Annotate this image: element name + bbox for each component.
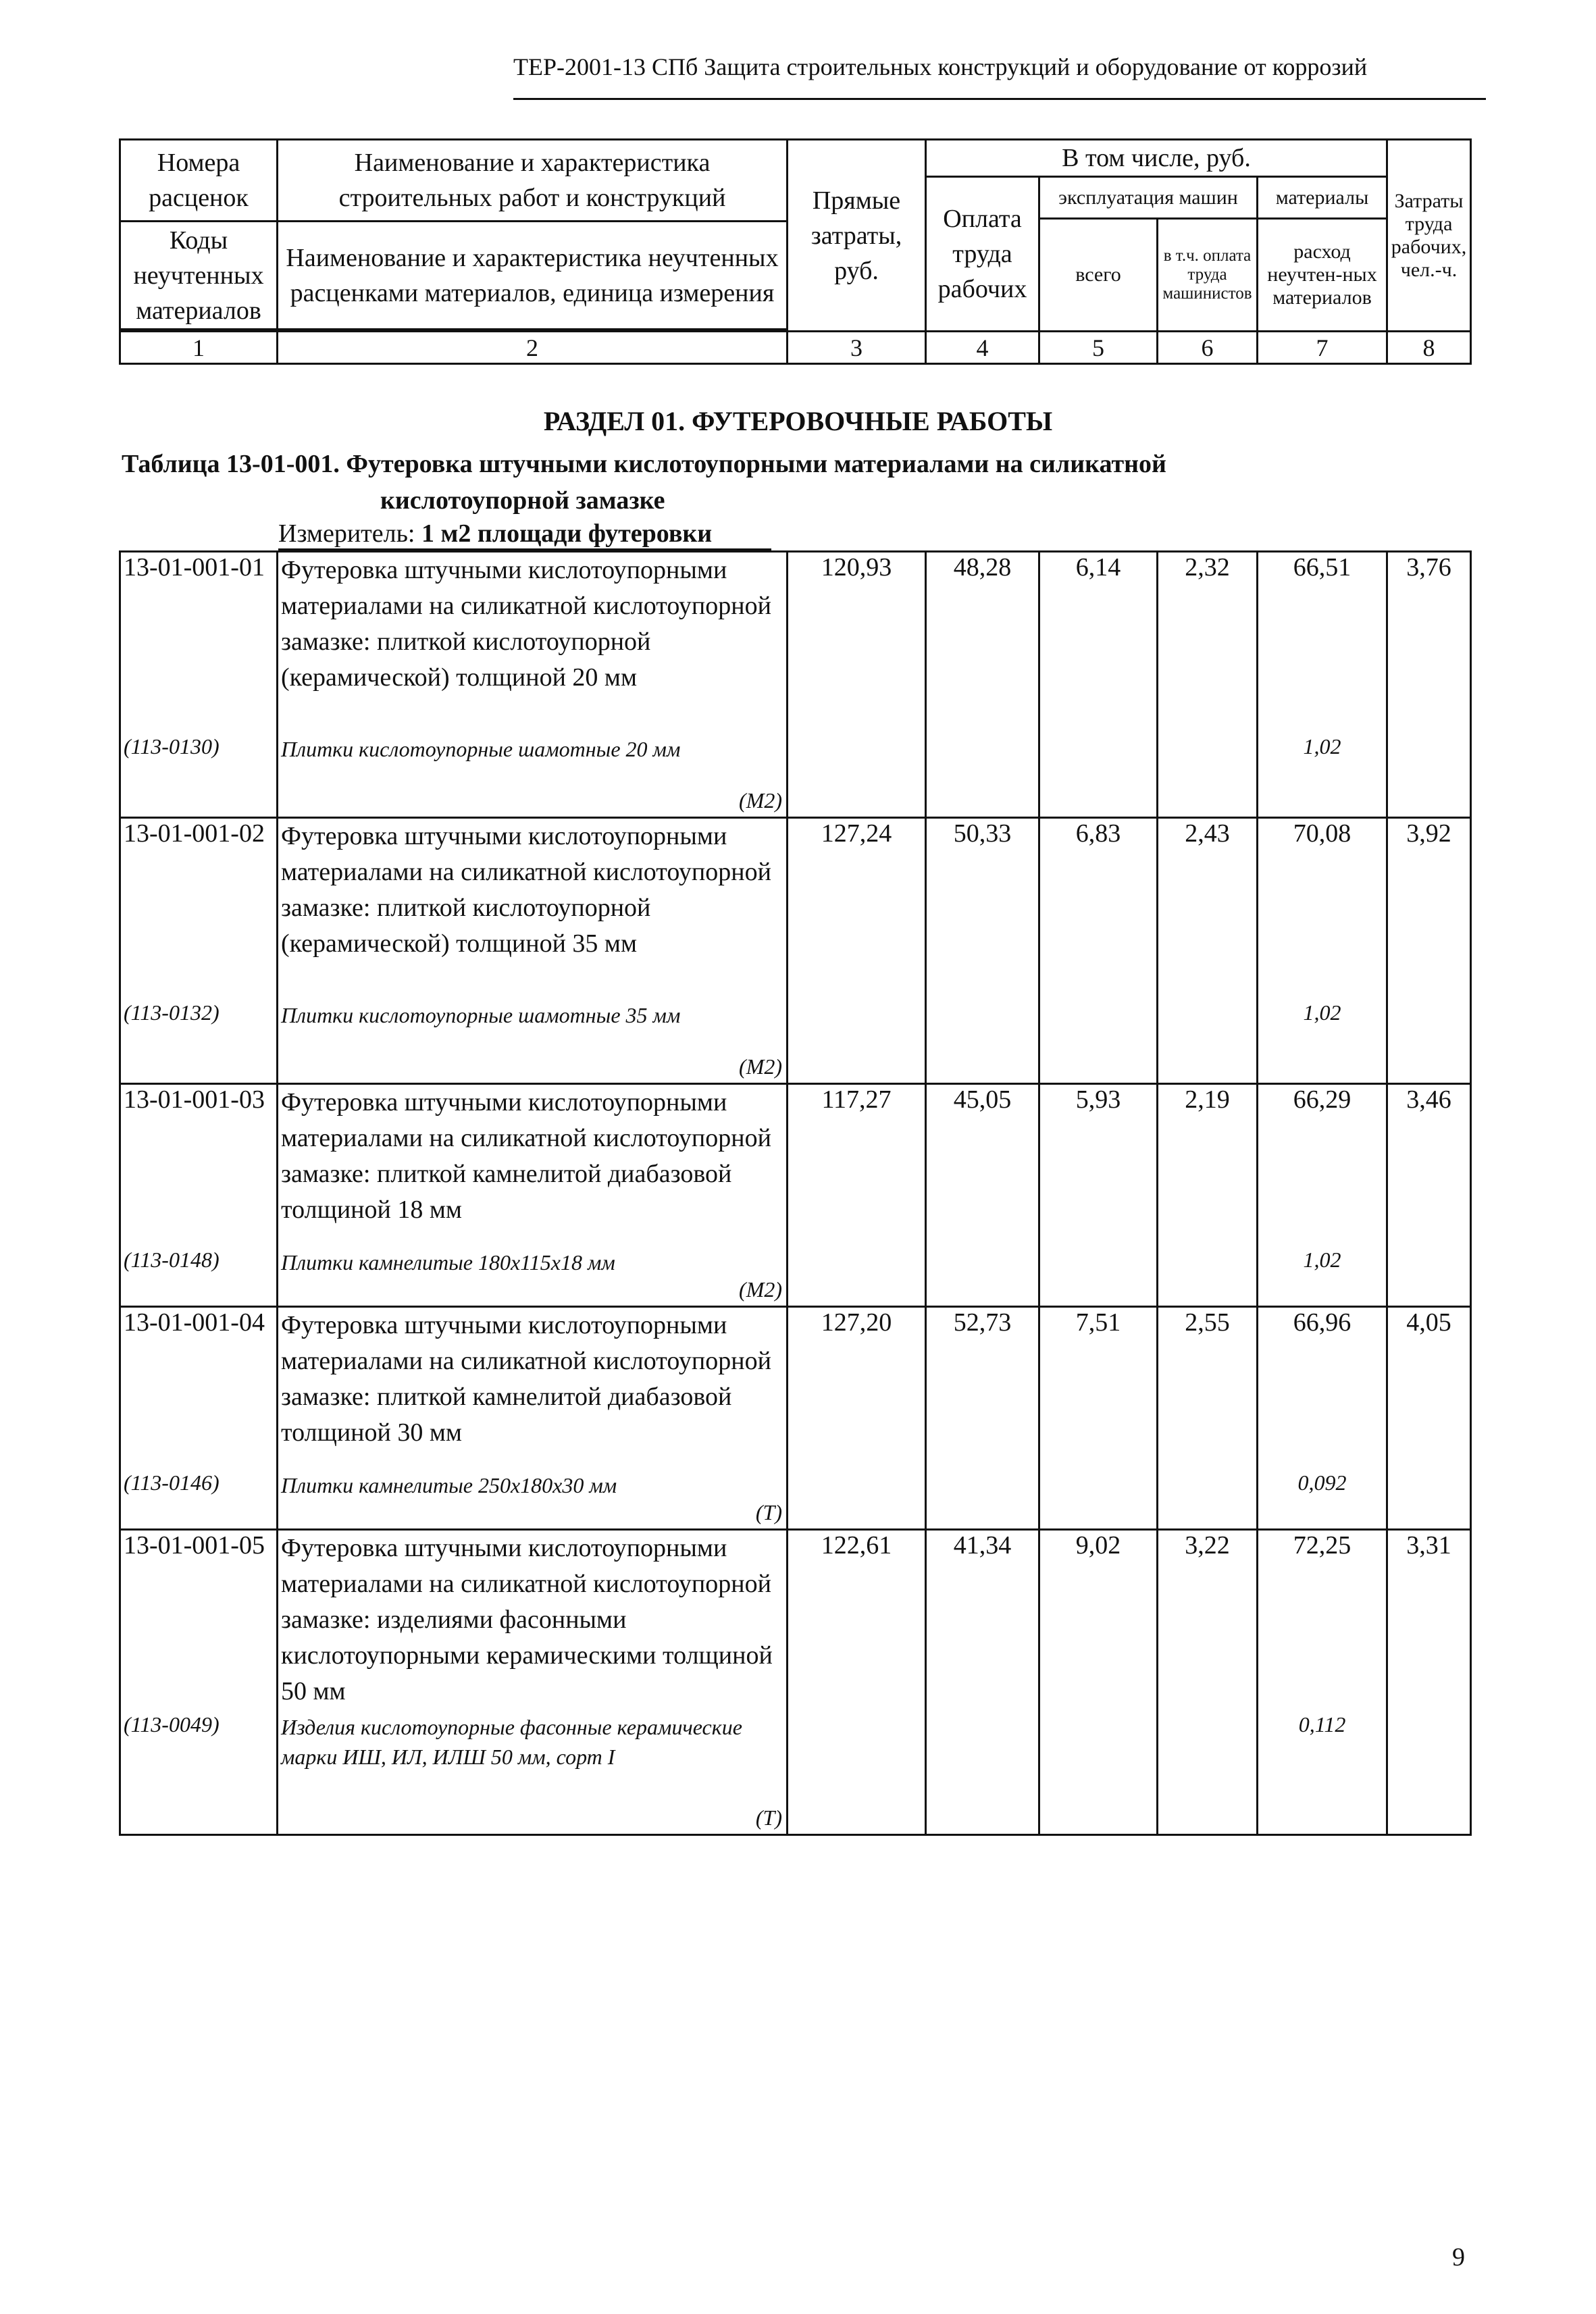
material-code: (113-0148) (120, 1248, 278, 1277)
rate-machines-labor: 2,32 (1158, 552, 1258, 734)
rate-machines-total: 5,93 (1039, 1084, 1158, 1248)
header-col1-bottom: Коды неучтенных материалов (120, 222, 278, 330)
rate-direct: 117,27 (788, 1084, 926, 1248)
rate-machines-labor: 2,19 (1158, 1084, 1258, 1248)
table-row (120, 1530, 1471, 1712)
header-col6: в т.ч. оплата труда машинистов (1158, 219, 1258, 332)
rate-code: 13-01-001-01 (120, 552, 278, 734)
material-quantity: 1,02 (1258, 1000, 1387, 1054)
meter-value: 1 м2 площади футеровки (421, 519, 713, 548)
rate-direct: 120,93 (788, 552, 926, 734)
header-col5: всего (1039, 219, 1158, 332)
rate-machines-labor: 3,22 (1158, 1530, 1258, 1712)
table-row (120, 818, 1471, 1000)
rate-name: Футеровка штучными кислотоупорными материалами на силикатной кислотоупорной замазке: плиткой кислотоупорной (керамической) толщиной 35 мм (278, 818, 788, 1000)
column-header-table (119, 138, 1472, 365)
rate-direct: 122,61 (788, 1530, 926, 1712)
column-index: 6 (1158, 332, 1258, 364)
table-title-line1: Таблица 13-01-001. Футеровка штучными кислотоупорными материалами на силикатной (122, 450, 1166, 478)
material-name: Плитки камнелитые 180x115x18 мм (278, 1248, 788, 1277)
material-row (120, 1470, 1471, 1500)
rate-machines-total: 7,51 (1039, 1307, 1158, 1470)
table-title-line2: кислотоупорной замазке (380, 486, 665, 515)
header-col8: Затраты труда рабочих, чел.-ч. (1387, 140, 1471, 332)
rate-hours: 4,05 (1387, 1307, 1471, 1470)
column-index: 2 (278, 332, 788, 364)
column-index: 7 (1258, 332, 1387, 364)
rate-materials: 66,51 (1258, 552, 1387, 734)
rate-materials: 72,25 (1258, 1530, 1387, 1712)
header-col2-top: Наименование и характеристика строительных работ и конструкций (278, 140, 788, 222)
material-unit: (М2) (278, 1277, 788, 1307)
rate-hours: 3,76 (1387, 552, 1471, 734)
table-title (122, 446, 1351, 519)
rate-hours: 3,46 (1387, 1084, 1471, 1248)
rate-machines-total: 9,02 (1039, 1530, 1158, 1712)
material-row (120, 734, 1471, 788)
rate-code: 13-01-001-03 (120, 1084, 278, 1248)
material-unit: (Т) (278, 1500, 788, 1530)
rate-materials: 70,08 (1258, 818, 1387, 1000)
column-index: 1 (120, 332, 278, 364)
material-quantity: 1,02 (1258, 1248, 1387, 1277)
rates-table (119, 550, 1472, 1836)
rate-name: Футеровка штучными кислотоупорными материалами на силикатной кислотоупорной замазке: изделиями фасонными кислотоупорными керамическими толщиной 50 мм (278, 1530, 788, 1712)
material-unit-row (120, 1500, 1471, 1530)
material-row (120, 1712, 1471, 1805)
material-code: (113-0049) (120, 1712, 278, 1805)
material-unit: (М2) (278, 788, 788, 818)
material-unit-row (120, 1805, 1471, 1835)
column-index: 8 (1387, 332, 1471, 364)
material-row (120, 1248, 1471, 1277)
material-name: Изделия кислотоупорные фасонные керамические марки ИШ, ИЛ, ИЛШ 50 мм, сорт I (278, 1712, 788, 1805)
rate-labor: 48,28 (926, 552, 1039, 734)
rate-code: 13-01-001-05 (120, 1530, 278, 1712)
material-quantity: 0,092 (1258, 1470, 1387, 1500)
header-rule (513, 98, 1486, 100)
header-col3: Прямые затраты, руб. (788, 140, 926, 332)
material-code: (113-0132) (120, 1000, 278, 1054)
column-index: 3 (788, 332, 926, 364)
material-name: Плитки кислотоупорные шамотные 20 мм (278, 734, 788, 788)
material-row (120, 1000, 1471, 1054)
rate-labor: 45,05 (926, 1084, 1039, 1248)
running-header: ТЕР-2001-13 СПб Защита строительных конструкций и оборудование от коррозий (513, 53, 1368, 80)
material-unit: (М2) (278, 1054, 788, 1084)
rate-materials: 66,96 (1258, 1307, 1387, 1470)
rate-hours: 3,31 (1387, 1530, 1471, 1712)
rate-labor: 41,34 (926, 1530, 1039, 1712)
rate-machines-labor: 2,55 (1158, 1307, 1258, 1470)
header-col1-top: Номера расценок (120, 140, 278, 222)
rate-name: Футеровка штучными кислотоупорными материалами на силикатной кислотоупорной замазке: плиткой камнелитой диабазовой толщиной 18 мм (278, 1084, 788, 1248)
header-machines: эксплуатация машин (1039, 177, 1258, 219)
material-code: (113-0146) (120, 1470, 278, 1500)
material-code: (113-0130) (120, 734, 278, 788)
rate-materials: 66,29 (1258, 1084, 1387, 1248)
rate-direct: 127,20 (788, 1307, 926, 1470)
meter-label: Измеритель: (278, 519, 415, 548)
rate-name: Футеровка штучными кислотоупорными материалами на силикатной кислотоупорной замазке: плиткой кислотоупорной (керамической) толщиной 20 мм (278, 552, 788, 734)
rate-hours: 3,92 (1387, 818, 1471, 1000)
rate-code: 13-01-001-02 (120, 818, 278, 1000)
material-name: Плитки камнелитые 250x180x30 мм (278, 1470, 788, 1500)
section-title: РАЗДЕЛ 01. ФУТЕРОВОЧНЫЕ РАБОТЫ (543, 406, 1053, 436)
rate-machines-total: 6,14 (1039, 552, 1158, 734)
material-unit: (Т) (278, 1805, 788, 1835)
rate-labor: 52,73 (926, 1307, 1039, 1470)
rate-machines-total: 6,83 (1039, 818, 1158, 1000)
material-quantity: 0,112 (1258, 1712, 1387, 1805)
rate-machines-labor: 2,43 (1158, 818, 1258, 1000)
page-number: 9 (1452, 2243, 1465, 2271)
column-index: 4 (926, 332, 1039, 364)
rate-code: 13-01-001-04 (120, 1307, 278, 1470)
header-col2-bottom: Наименование и характеристика неучтенных расценками материалов, единица измерения (278, 222, 788, 330)
rate-name: Футеровка штучными кислотоупорными материалами на силикатной кислотоупорной замазке: плиткой камнелитой диабазовой толщиной 30 мм (278, 1307, 788, 1470)
material-unit-row (120, 1054, 1471, 1084)
table-row (120, 1084, 1471, 1248)
material-quantity: 1,02 (1258, 734, 1387, 788)
rate-direct: 127,24 (788, 818, 926, 1000)
table-row (120, 552, 1471, 734)
material-name: Плитки кислотоупорные шамотные 35 мм (278, 1000, 788, 1054)
header-col4: Оплата труда рабочих (926, 177, 1039, 332)
material-unit-row (120, 788, 1471, 818)
column-index: 5 (1039, 332, 1158, 364)
rate-labor: 50,33 (926, 818, 1039, 1000)
header-col7: расход неучтен-ных материалов (1258, 219, 1387, 332)
header-materials: материалы (1258, 177, 1387, 219)
table-row (120, 1307, 1471, 1470)
meter (278, 519, 712, 548)
material-unit-row (120, 1277, 1471, 1307)
header-group: В том числе, руб. (926, 140, 1387, 177)
